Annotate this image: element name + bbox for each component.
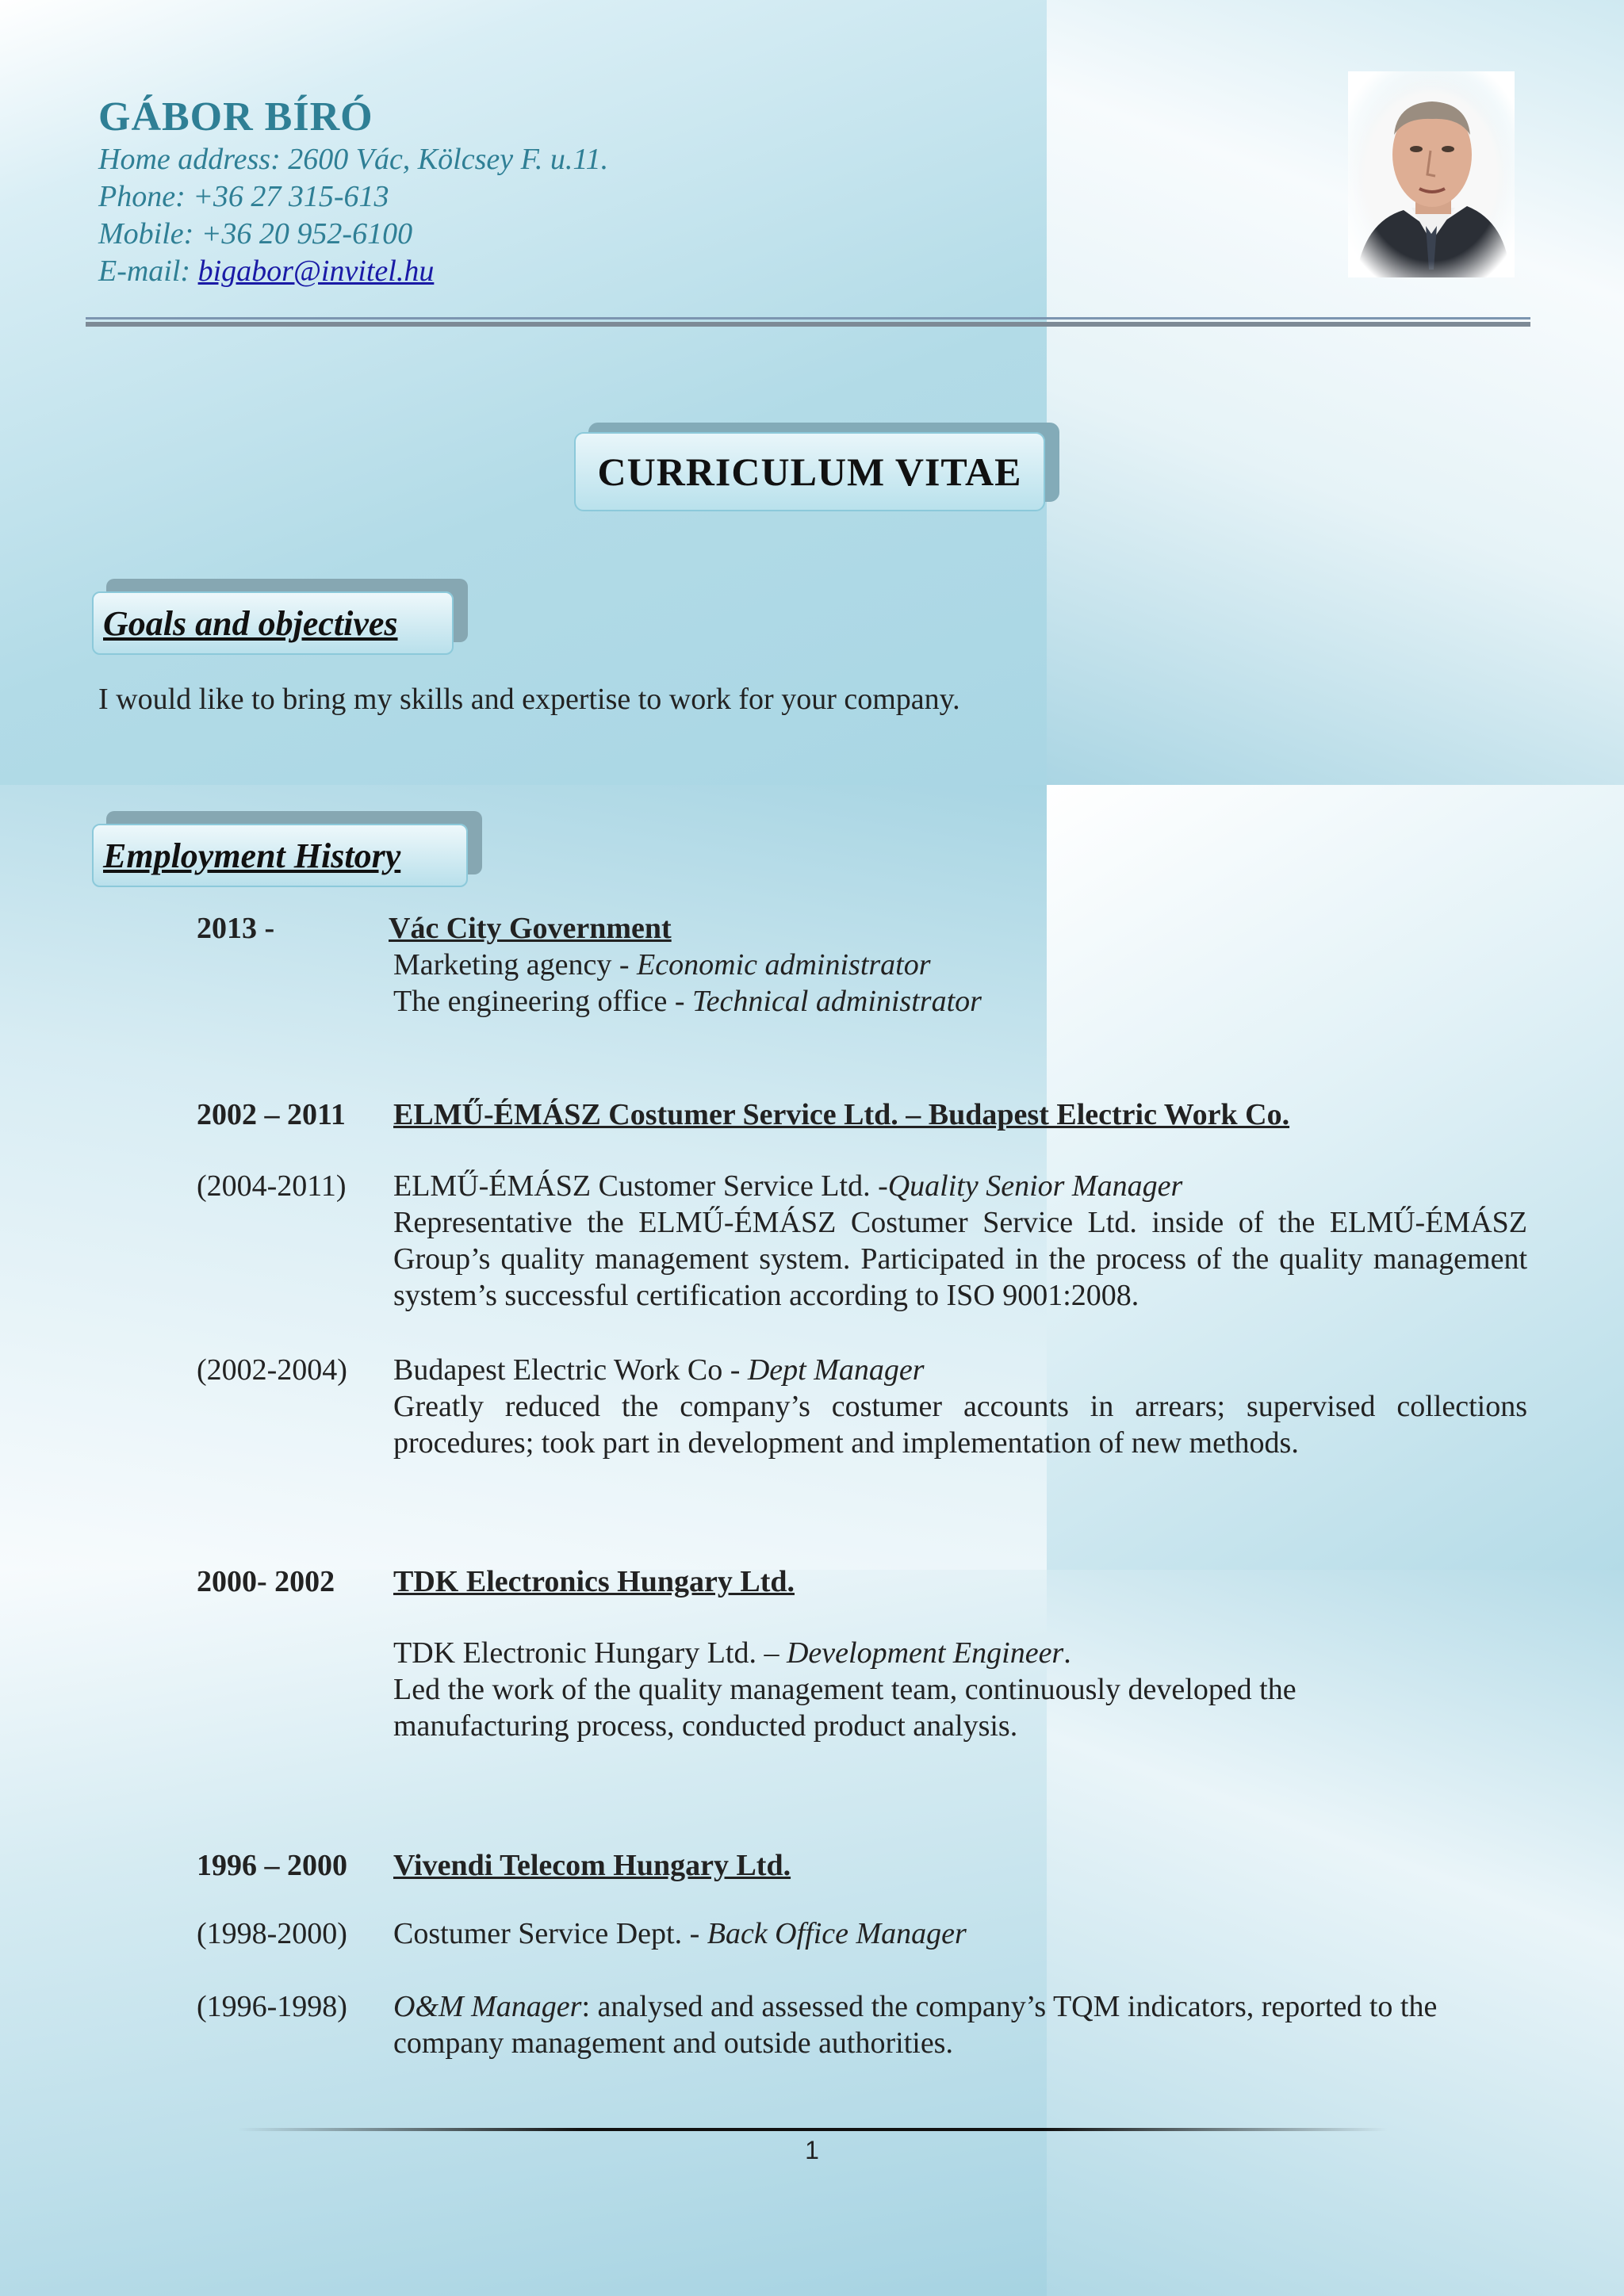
entry-date: 1996 – 2000 <box>197 1849 347 1882</box>
punctuation: . <box>1063 1636 1071 1670</box>
entry-line <box>393 983 1527 1020</box>
entry-date: 2013 - <box>197 912 275 945</box>
entry-company <box>393 1096 1527 1133</box>
position-block <box>393 1915 1527 1952</box>
entry-date: 2000- 2002 <box>197 1565 335 1598</box>
position-role: O&M Manager <box>393 1990 582 2023</box>
position-role: Back Office Manager <box>707 1917 967 1950</box>
position-block <box>393 1352 1527 1461</box>
page-number: 1 <box>805 2136 819 2164</box>
position-period: (2002-2004) <box>197 1353 347 1387</box>
entry-company <box>393 1563 1527 1600</box>
entry-company <box>389 910 1522 947</box>
email-row <box>98 253 608 290</box>
position-role: Economic administrator <box>637 948 931 982</box>
company-name: TDK Electronics Hungary Ltd. <box>393 1565 795 1598</box>
home-address: Home address: 2600 Vác, Kölcsey F. u.11. <box>98 143 609 176</box>
header-divider <box>86 317 1530 327</box>
profile-photo <box>1348 71 1515 277</box>
entry-line <box>393 947 1527 983</box>
position-description: Representative the ELMŰ-ÉMÁSZ Costumer Service Ltd. inside of the ELMŰ-ÉMÁSZ Group’s quality management system. Participated in the process of the quality management system’s successful certification according to ISO 9001:2008. <box>393 1206 1527 1312</box>
position-title: Marketing agency - <box>393 948 638 982</box>
entry-date: 2002 – 2011 <box>197 1098 346 1131</box>
position-block <box>393 1168 1527 1314</box>
position-role: Technical administrator <box>692 985 982 1018</box>
position-period: (1996-1998) <box>197 1990 347 2023</box>
entry-company <box>393 1847 1527 1884</box>
position-title: Budapest Electric Work Co - <box>393 1353 748 1387</box>
position-role: Development Engineer <box>786 1636 1064 1670</box>
background-panel <box>1047 0 1624 785</box>
cv-title: CURRICULUM VITAE <box>574 432 1045 511</box>
position-block <box>393 1988 1527 2061</box>
position-title: ELMŰ-ÉMÁSZ Customer Service Ltd. - <box>393 1169 888 1203</box>
position-title: Costumer Service Dept. - <box>393 1917 707 1950</box>
portrait-icon <box>1348 71 1515 277</box>
goals-heading: Goals and objectives <box>92 591 454 655</box>
position-description: manufacturing process, conducted product analysis. <box>393 1709 1018 1743</box>
person-name: GÁBOR BÍRÓ <box>98 94 373 140</box>
position-title: TDK Electronic Hungary Ltd. – <box>393 1636 787 1670</box>
company-name: Vivendi Telecom Hungary Ltd. <box>393 1849 791 1882</box>
position-description: : analysed and assessed the company’s TQM indicators, reported to the company management and outside authorities. <box>393 1990 1438 2060</box>
email-link[interactable]: bigabor@invitel.hu <box>197 254 435 288</box>
company-name: ELMŰ-ÉMÁSZ Costumer Service Ltd. – Budapest Electric Work Co. <box>393 1098 1290 1131</box>
position-period: (2004-2011) <box>197 1169 347 1203</box>
position-description: Greatly reduced the company’s costumer accounts in arrears; supervised collections procedures; took part in development and implementation of new methods. <box>393 1390 1527 1460</box>
position-role: Dept Manager <box>747 1353 925 1387</box>
position-period: (1998-2000) <box>197 1917 347 1950</box>
position-block <box>393 1635 1527 1744</box>
position-role: Quality Senior Manager <box>887 1169 1183 1203</box>
mobile: Mobile: +36 20 952-6100 <box>98 217 413 251</box>
company-name: Vác City Government <box>389 912 672 945</box>
phone: Phone: +36 27 315-613 <box>98 180 389 213</box>
contact-header <box>98 94 608 290</box>
email-label: E-mail: <box>98 254 198 288</box>
footer-divider <box>238 2128 1388 2131</box>
position-description: Led the work of the quality management team, continuously developed the <box>393 1673 1297 1706</box>
employment-heading: Employment History <box>92 824 468 887</box>
goals-text: I would like to bring my skills and expertise to work for your company. <box>98 683 960 716</box>
position-title: The engineering office - <box>393 985 693 1018</box>
